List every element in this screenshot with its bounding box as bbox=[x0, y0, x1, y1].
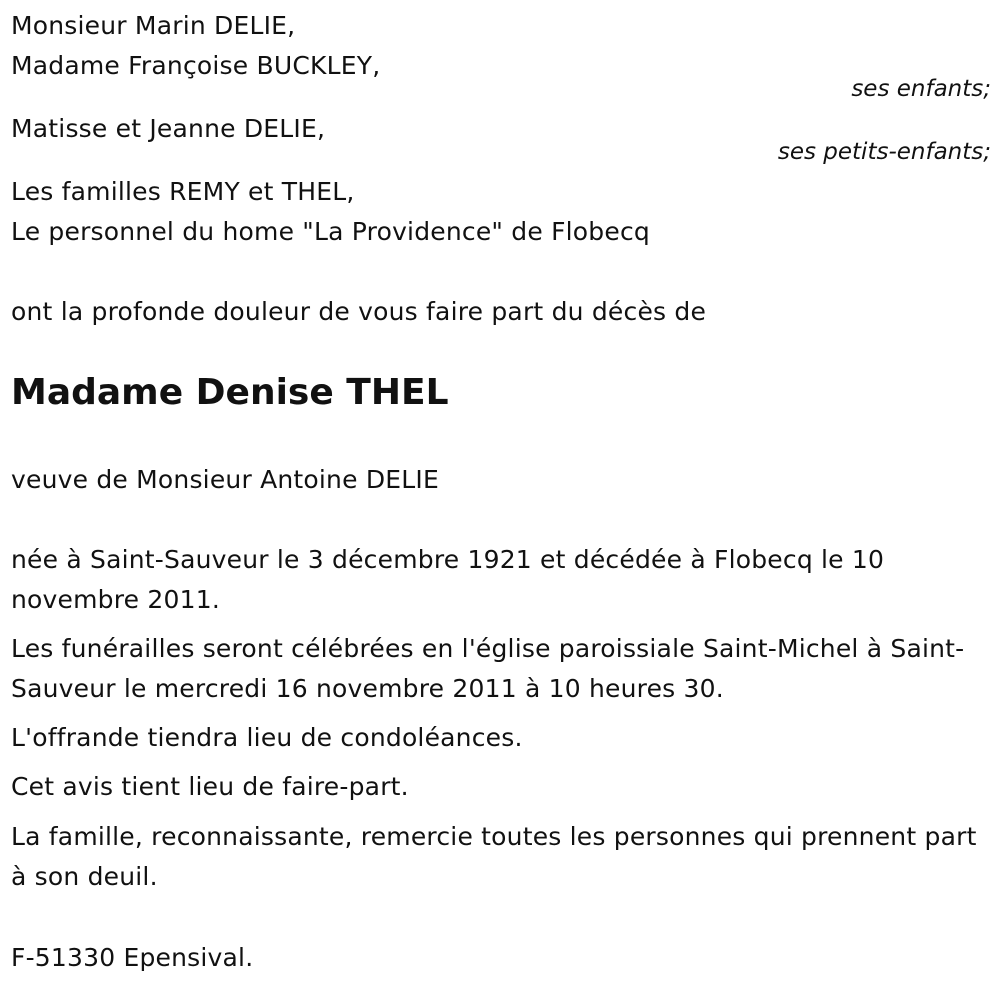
thanks-paragraph: La famille, reconnaissante, remercie toutes les personnes qui prennent part à son deuil. bbox=[11, 822, 977, 891]
family-member-line: Matisse et Jeanne DELIE, bbox=[11, 114, 326, 143]
notice-paragraph: Cet avis tient lieu de faire-part. bbox=[11, 772, 409, 801]
birth-death-paragraph: née à Saint-Sauveur le 3 décembre 1921 et décédée à Flobecq le 10 novembre 2011. bbox=[11, 545, 885, 614]
funeral-paragraph: Les funérailles seront célébrées en l'église paroissiale Saint-Michel à Saint-Sauveur le mercredi 16 novembre 2011 à 10 heures 30. bbox=[11, 634, 965, 703]
address-text: F-51330 Epensival. bbox=[11, 943, 254, 972]
relationship-label: ses petits-enfants; bbox=[777, 139, 991, 165]
announcement-text: ont la profonde douleur de vous faire part du décès de bbox=[11, 297, 707, 326]
family-member-line: Madame Françoise BUCKLEY, bbox=[11, 51, 381, 80]
deceased-name: Madame Denise THEL bbox=[11, 372, 449, 413]
offering-paragraph: L'offrande tiendra lieu de condoléances. bbox=[11, 723, 523, 752]
family-member-line: Le personnel du home "La Providence" de Flobecq bbox=[11, 217, 650, 246]
relationship-label: ses enfants; bbox=[851, 76, 991, 102]
widow-of-text: veuve de Monsieur Antoine DELIE bbox=[11, 465, 439, 494]
family-member-line: Monsieur Marin DELIE, bbox=[11, 11, 296, 40]
family-member-line: Les familles REMY et THEL, bbox=[11, 177, 355, 206]
